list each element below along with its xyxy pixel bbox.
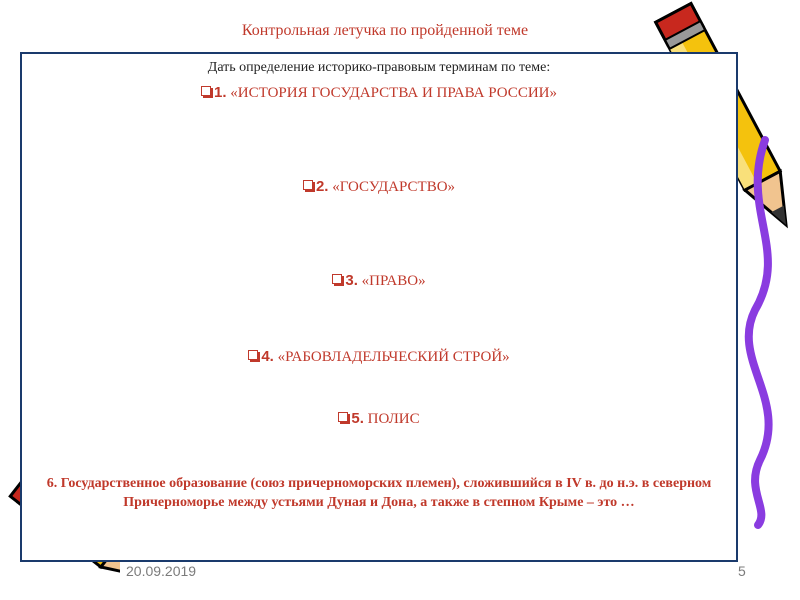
list-item-4: 4. «РАБОВЛАДЕЛЬЧЕСКИЙ СТРОЙ» — [22, 348, 736, 366]
square-bullet-icon — [201, 86, 211, 96]
square-bullet-icon — [303, 180, 313, 190]
content-box — [20, 52, 738, 562]
slide-title: Контрольная летучка по пройденной теме — [241, 22, 529, 39]
square-bullet-icon — [248, 350, 258, 360]
list-item-2: 2. «ГОСУДАРСТВО» — [22, 178, 736, 196]
square-bullet-icon — [332, 274, 342, 284]
instruction-text: Дать определение историко-правовым терминам по теме: — [207, 60, 551, 75]
list-item-3: 3. «ПРАВО» — [22, 272, 736, 290]
square-bullet-icon — [338, 412, 348, 422]
list-item-5: 5. ПОЛИС — [22, 410, 736, 428]
list-item-6: 6. Государственное образование (союз причерноморских племен), сложившийся в IV в. до н.э. в северном Причерноморье между устьями Дуная и Дона, а также в степном Крыме – это … — [46, 476, 712, 510]
slide-date: 20.09.2019 — [126, 563, 197, 579]
page-number: 5 — [738, 563, 746, 579]
list-item-1: 1. «ИСТОРИЯ ГОСУДАРСТВА И ПРАВА РОССИИ» — [22, 84, 736, 102]
